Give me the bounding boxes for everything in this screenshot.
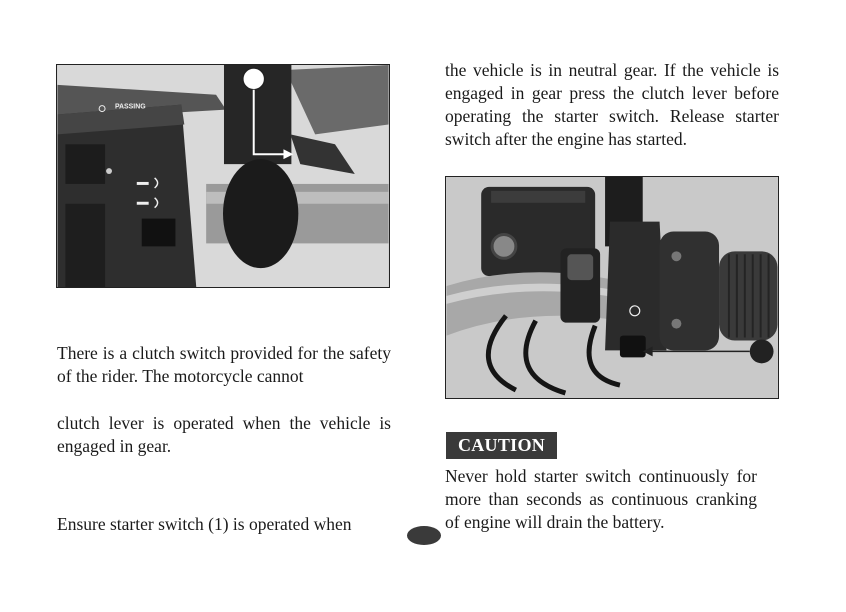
starter-continued-text: the vehicle is in neutral gear. If the vehicle is engaged in gear press the clutch lever before operating the starter switch. Release starter switch after the engine has started.: [445, 60, 779, 149]
clutch-switch-illustration: [57, 65, 389, 287]
starter-switch-text: Ensure starter switch (1) is operated when: [57, 514, 352, 534]
caution-text: Never hold starter switch continuously for more than seconds as continuous cranking of engine will drain the battery.: [445, 466, 757, 532]
callout-marker-1: [243, 68, 265, 90]
callout-marker-1: [750, 340, 774, 364]
caution-badge: CAUTION: [446, 432, 557, 459]
starter-switch-illustration: [446, 177, 778, 398]
clutch-switch-text-2: clutch lever is operated when the vehicle is engaged in gear.: [57, 413, 391, 456]
clutch-switch-photo: [56, 64, 390, 288]
starter-switch-photo: [445, 176, 779, 399]
clutch-switch-text-1: There is a clutch switch provided for the safety of the rider. The motorcycle cannot: [57, 343, 391, 386]
page-number-badge: [407, 526, 441, 545]
passing-switch-label: PASSING: [114, 103, 146, 111]
